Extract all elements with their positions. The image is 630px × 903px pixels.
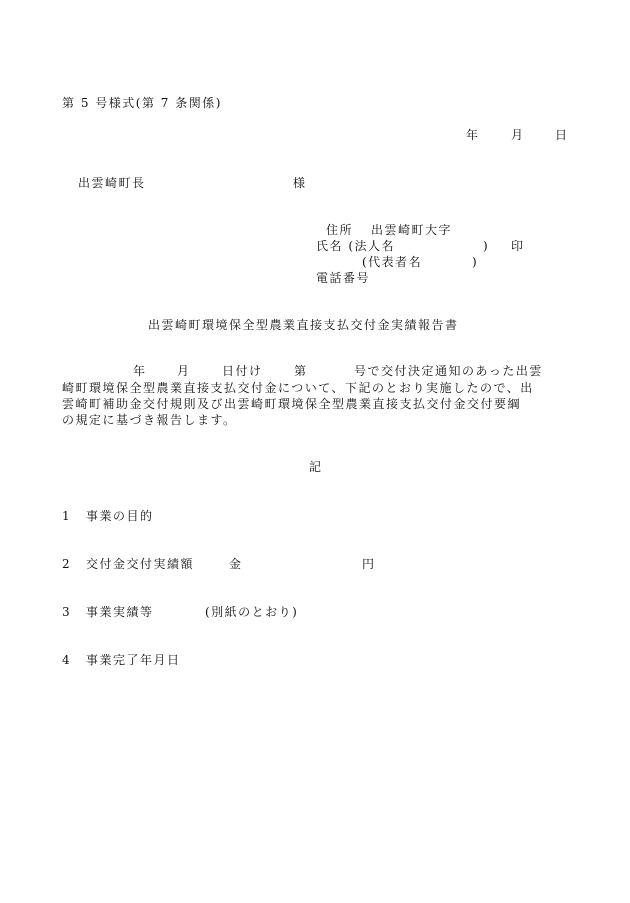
body-line4: の規定に基づき報告します。 [62, 413, 237, 427]
body-line1-rest: 号で交付決定通知のあった出雲 [354, 364, 543, 378]
body-number-prefix: 第 [294, 364, 308, 378]
form-label: 第 5 号様式(第 7 条関係) [62, 96, 222, 110]
phone-label: 電話番号 [316, 271, 371, 285]
body-month: 月 [177, 364, 191, 378]
item-number: 4 [62, 653, 72, 667]
body-day: 日付け [222, 364, 263, 378]
name-close: ) [483, 239, 490, 253]
addressee-name: 出雲崎町長 [78, 176, 146, 190]
amount-prefix: 金 [229, 557, 243, 571]
date-month: 月 [511, 128, 525, 142]
ki-heading: 記 [309, 460, 323, 474]
body-line3: 雲崎町補助金交付規則及び出雲崎町環境保全型農業直接支払交付金交付要綱 [62, 397, 522, 411]
seal-mark: 印 [511, 239, 525, 253]
item-label: 事業実績等 [86, 605, 154, 619]
item-label: 事業の目的 [86, 509, 154, 523]
name-label: 氏名 (法人名 [316, 239, 395, 253]
item-number: 2 [62, 557, 72, 571]
representative-close: ) [472, 255, 479, 269]
amount-unit: 円 [362, 557, 376, 571]
body-year: 年 [133, 364, 147, 378]
address-value: 出雲崎町大字 [371, 223, 453, 237]
item-label: 交付金交付実績額 [86, 557, 195, 571]
body-line2: 崎町環境保全型農業直接支払交付金について、下記のとおり実施したので、出 [62, 381, 534, 395]
document-title: 出雲崎町環境保全型農業直接支払交付金実績報告書 [148, 318, 459, 332]
item-number: 1 [62, 509, 72, 523]
date-day: 日 [555, 128, 569, 142]
item-label: 事業完了年月日 [86, 653, 181, 667]
addressee-honorific: 様 [293, 176, 307, 190]
representative-label: (代表者名 [362, 255, 423, 269]
date-year: 年 [466, 128, 480, 142]
item-number: 3 [62, 605, 72, 619]
item-note: (別紙のとおり) [205, 605, 299, 619]
address-label: 住所 [326, 223, 354, 237]
